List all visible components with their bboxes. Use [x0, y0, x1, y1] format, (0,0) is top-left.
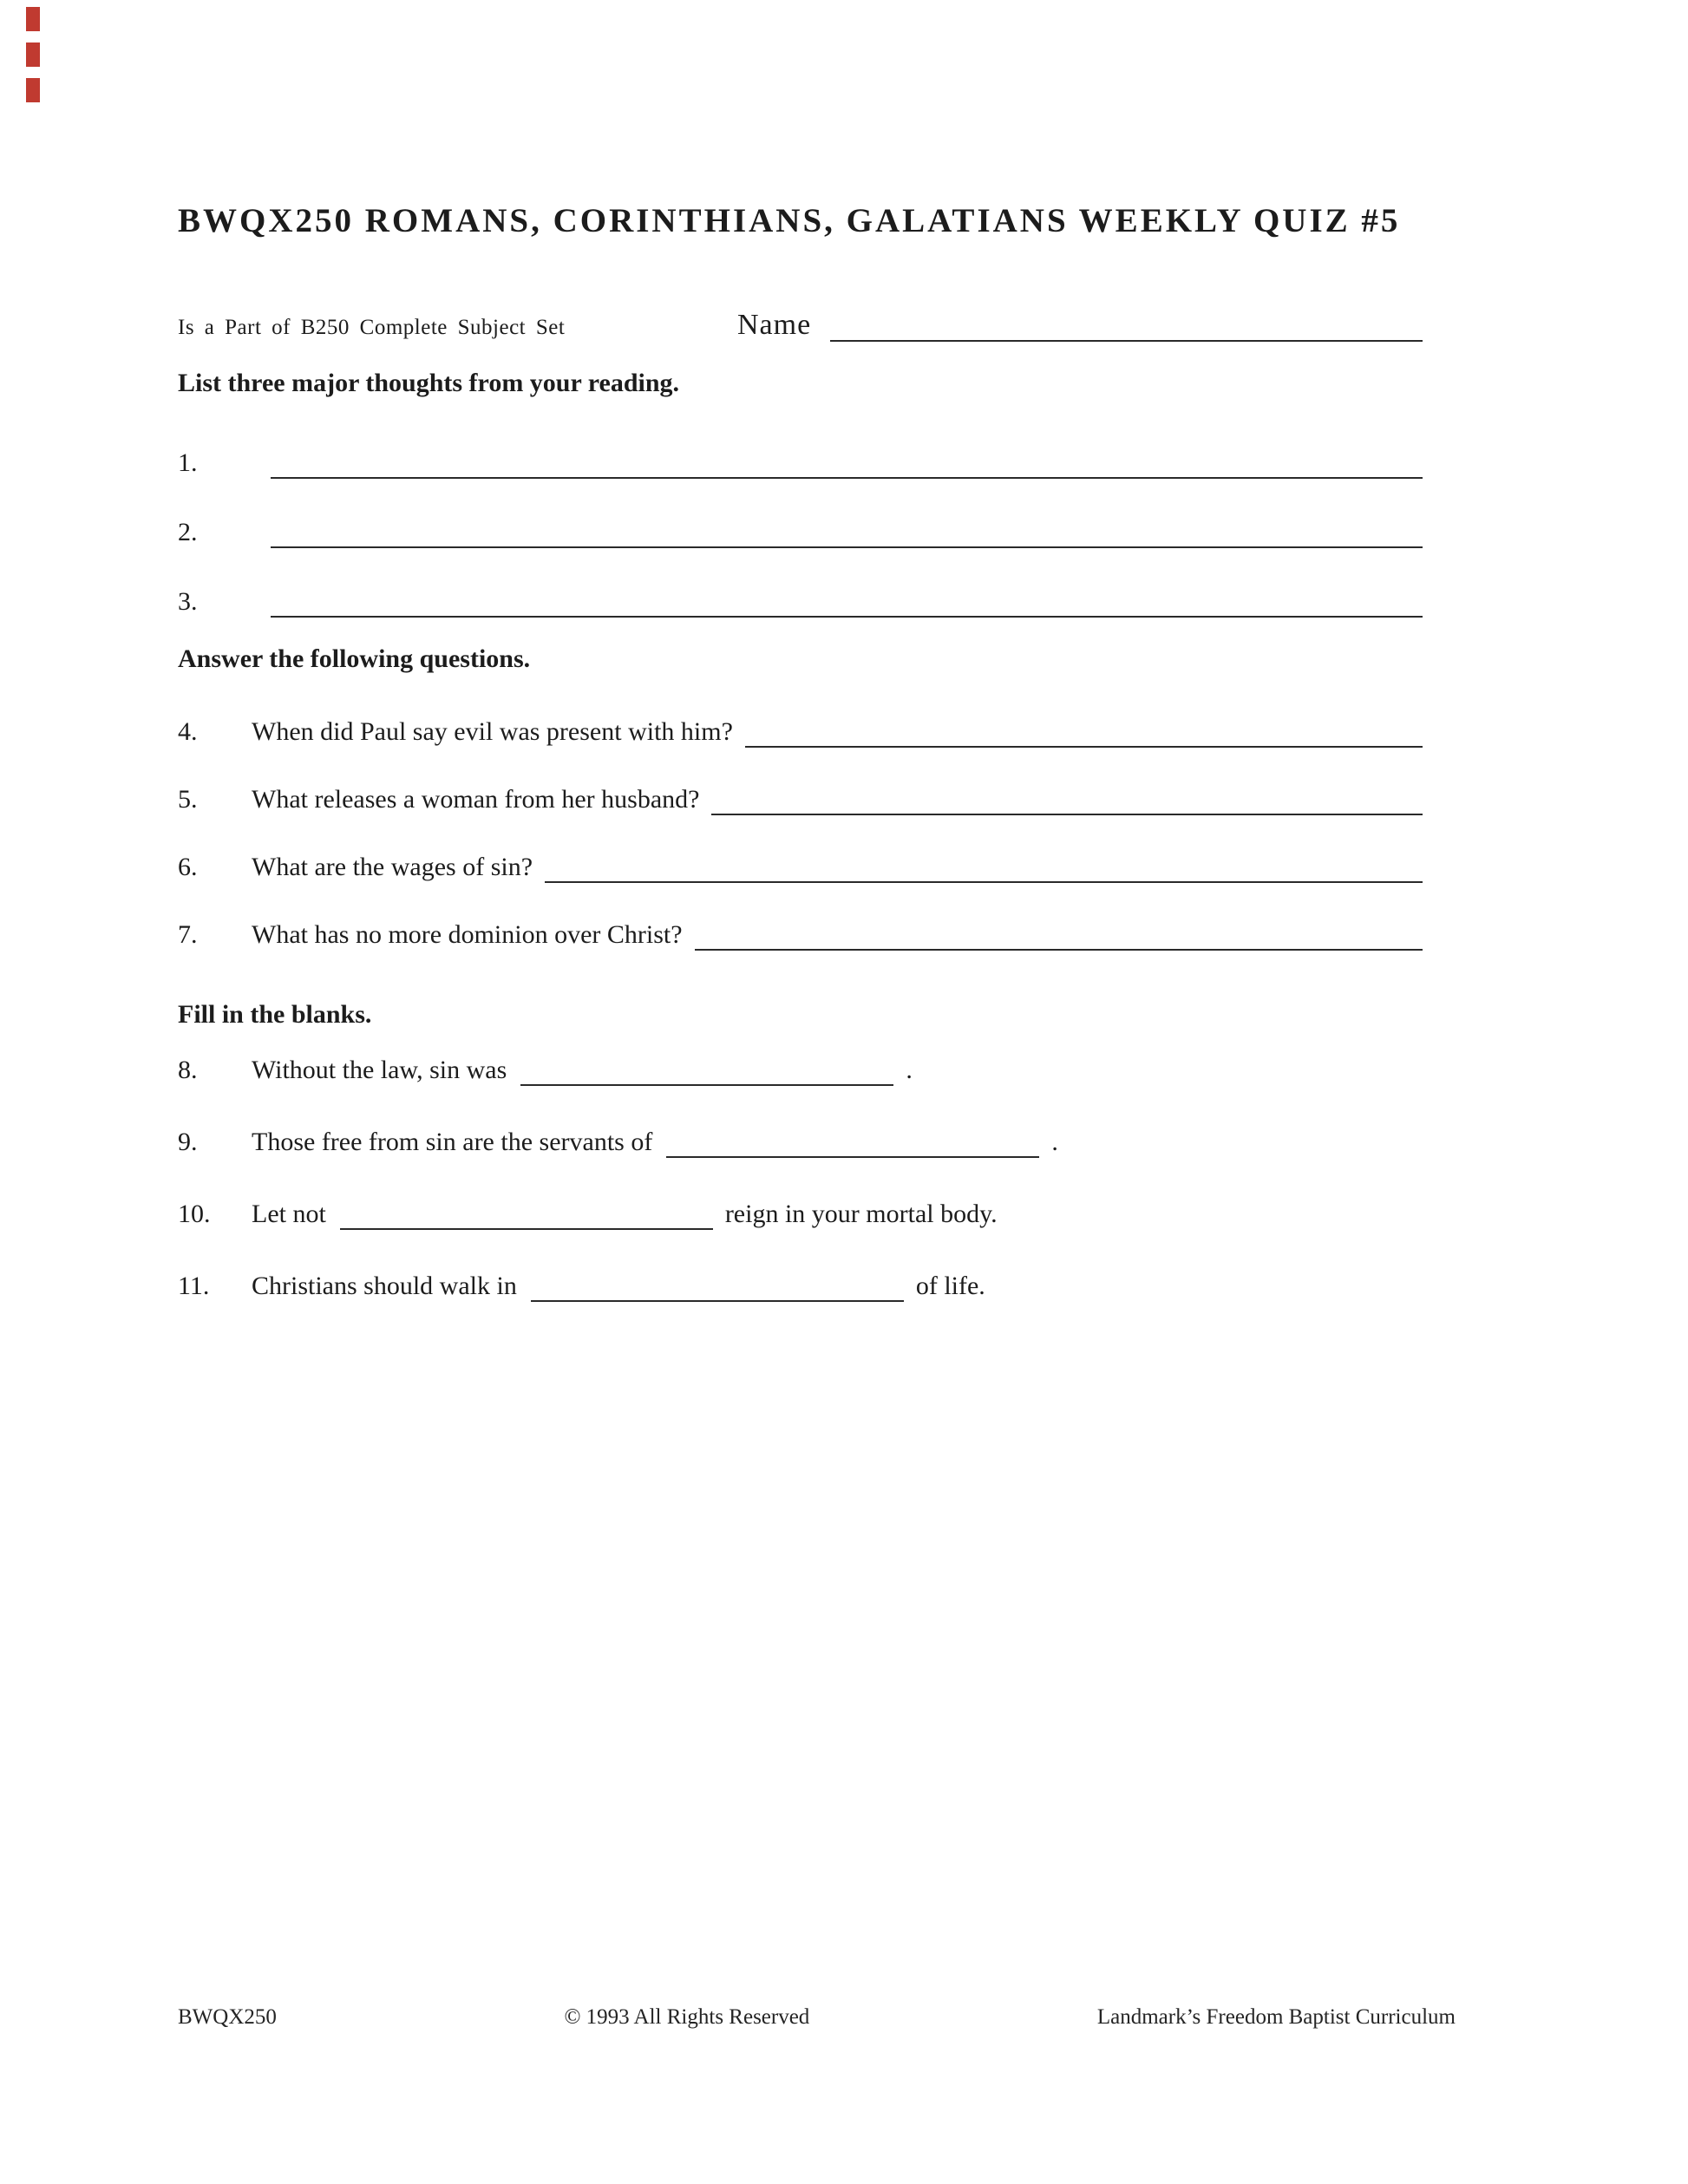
item-number: 1.	[178, 448, 198, 477]
question-number: 6.	[178, 852, 198, 881]
section-heading-questions: Answer the following questions.	[178, 644, 531, 673]
fill-text-before: Without the law, sin was	[252, 1055, 507, 1084]
scan-artifact-mark	[26, 7, 40, 31]
fill-text-before: Let not	[252, 1199, 326, 1228]
list-item-2	[178, 517, 1423, 548]
fill-text-after: reign in your mortal body.	[724, 1199, 998, 1228]
name-field-group	[737, 309, 1423, 342]
fill-text-after: .	[906, 1055, 913, 1084]
subset-note: Is a Part of B250 Complete Subject Set	[178, 315, 566, 339]
question-number: 4.	[178, 716, 198, 746]
scan-artifact-marks	[26, 7, 40, 114]
question-row-7	[178, 919, 1423, 951]
question-text: What has no more dominion over Christ?	[252, 919, 683, 949]
question-number: 8.	[178, 1055, 198, 1084]
page-content	[178, 202, 1423, 1302]
answer-blank-9[interactable]	[666, 1156, 1039, 1158]
question-number: 9.	[178, 1127, 198, 1156]
fill-text-before: Christians should walk in	[252, 1271, 517, 1300]
question-row-4	[178, 716, 1423, 748]
page-title: BWQX250 ROMANS, CORINTHIANS, GALATIANS WEEKLY QUIZ #5	[178, 202, 1401, 239]
question-text: When did Paul say evil was present with him?	[252, 716, 733, 746]
answer-blank-8[interactable]	[520, 1084, 893, 1086]
answer-blank-3[interactable]	[271, 616, 1423, 618]
question-number: 10.	[178, 1199, 211, 1228]
scan-artifact-mark	[26, 78, 40, 102]
fill-blank-row-9	[178, 1127, 1423, 1158]
page-footer	[178, 2005, 1456, 2030]
answer-blank-6[interactable]	[545, 881, 1423, 883]
question-number: 11.	[178, 1271, 210, 1300]
answer-blank-11[interactable]	[531, 1300, 904, 1302]
answer-blank-4[interactable]	[745, 746, 1423, 748]
fill-text-after: of life.	[915, 1271, 985, 1300]
section-heading-fill-blanks: Fill in the blanks.	[178, 999, 372, 1029]
question-text: What are the wages of sin?	[252, 852, 533, 881]
list-item-1	[178, 448, 1423, 479]
fill-text-after: .	[1051, 1127, 1058, 1156]
answer-blank-7[interactable]	[695, 949, 1423, 951]
question-row-5	[178, 784, 1423, 815]
header-row	[178, 309, 1423, 342]
fill-blank-row-8	[178, 1055, 1423, 1086]
question-number: 7.	[178, 919, 198, 949]
fill-blank-row-11	[178, 1271, 1423, 1302]
section-heading-reading: List three major thoughts from your reading.	[178, 368, 680, 397]
question-number: 5.	[178, 784, 198, 814]
answer-blank-2[interactable]	[271, 546, 1423, 548]
name-label: Name	[737, 308, 812, 341]
question-text: What releases a woman from her husband?	[252, 784, 700, 814]
item-number: 3.	[178, 586, 198, 616]
fill-text-before: Those free from sin are the servants of	[252, 1127, 653, 1156]
answer-blank-10[interactable]	[340, 1228, 713, 1230]
scan-artifact-mark	[26, 43, 40, 67]
name-blank[interactable]	[830, 340, 1423, 342]
list-item-3	[178, 586, 1423, 618]
item-number: 2.	[178, 517, 198, 546]
footer-course-code: BWQX250	[178, 2005, 277, 2029]
footer-publisher: Landmark’s Freedom Baptist Curriculum	[1096, 2005, 1456, 2029]
answer-blank-1[interactable]	[271, 477, 1423, 479]
footer-copyright: © 1993 All Rights Reserved	[564, 2005, 810, 2029]
answer-blank-5[interactable]	[711, 814, 1423, 815]
fill-blank-row-10	[178, 1199, 1423, 1230]
question-row-6	[178, 852, 1423, 883]
